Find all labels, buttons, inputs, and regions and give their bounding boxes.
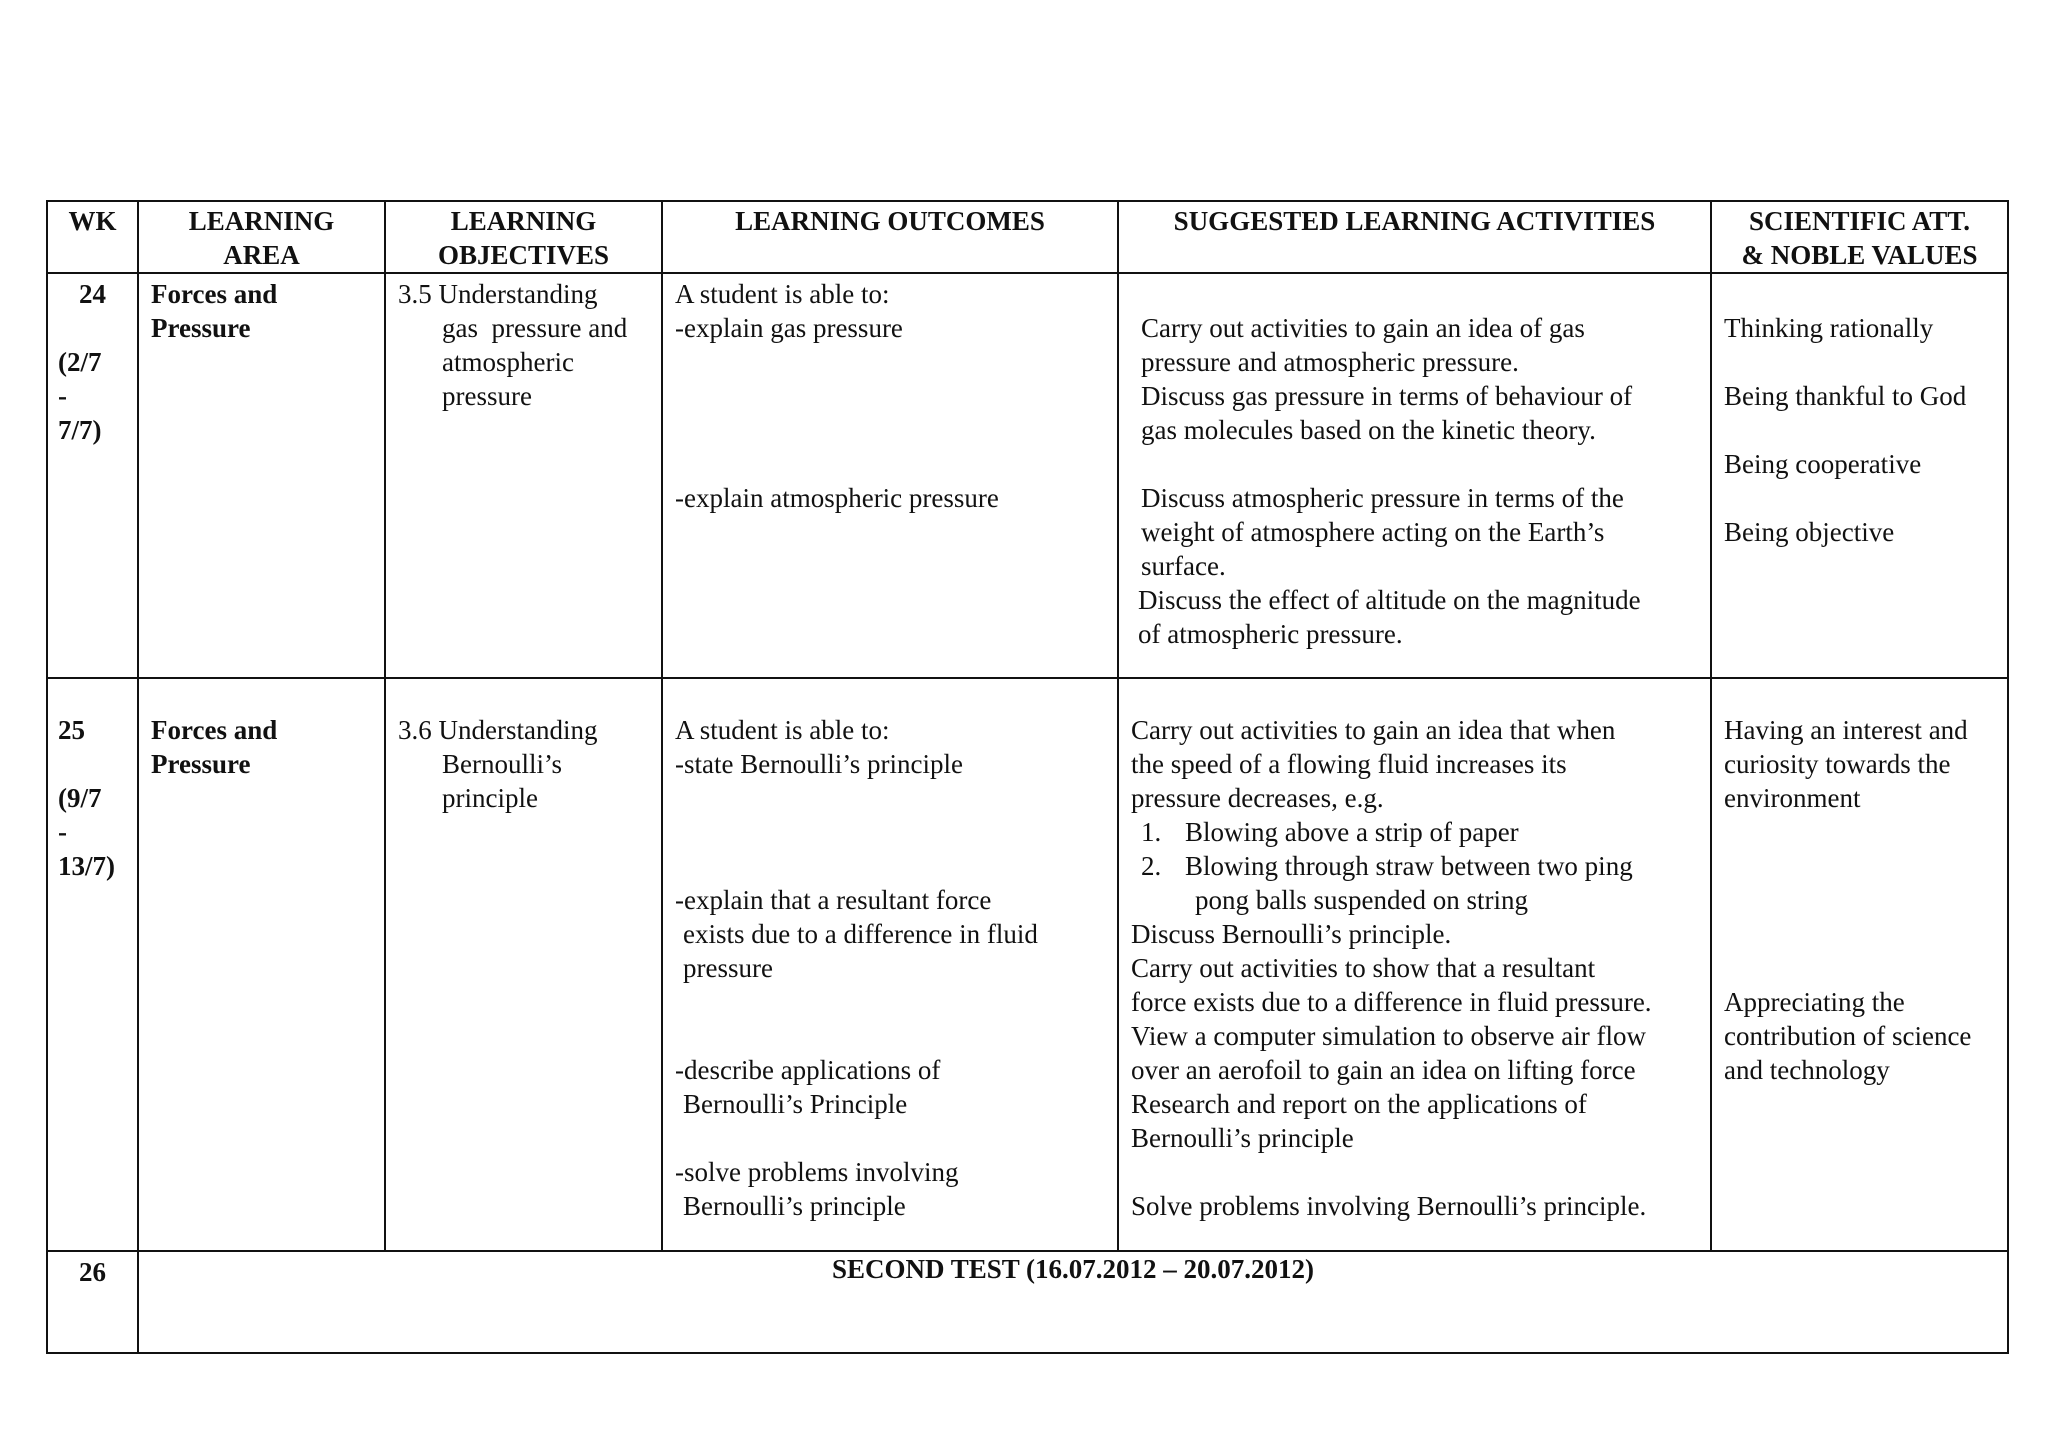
list-item: 1. Blowing above a strip of paper <box>1141 817 1519 847</box>
week-number: 25 <box>58 715 85 745</box>
table-row-week-26 <box>47 1251 2008 1353</box>
header-scientific-values: SCIENTIFIC ATT. & NOBLE VALUES <box>1711 201 2008 273</box>
header-suggested-activities: SUGGESTED LEARNING ACTIVITIES <box>1118 201 1711 273</box>
week-dates-start: (2/7 <box>58 347 102 377</box>
scheme-of-work-table <box>46 200 2009 1354</box>
header-wk: WK <box>47 201 138 273</box>
week-number: 26 <box>79 1257 106 1287</box>
learning-objective-cell: 3.6 Understanding Bernoulli’s principle <box>385 678 662 1251</box>
learning-outcomes-cell: A student is able to: -explain gas pressure -explain atmospheric pressure <box>662 273 1118 678</box>
table-row-week-25 <box>47 678 2008 1251</box>
week-dates-dash: - <box>58 817 67 847</box>
week-cell <box>47 678 138 1251</box>
test-cell <box>138 1251 2008 1353</box>
suggested-activities-cell: Carry out activities to gain an idea of gas pressure and atmospheric pressure. Discuss gas pressure in terms of behaviour of gas molecules based on the kinetic theory. Discuss atmospheric pressure in terms of the weight of atmosphere acting on the Earth’s surface. Discuss the effect of altitude on the magnitude of atmospheric pressure. <box>1118 273 1711 678</box>
week-dates-start: (9/7 <box>58 783 102 813</box>
learning-area-cell: Forces and Pressure <box>138 273 385 678</box>
suggested-activities-cell: Carry out activities to gain an idea that when the speed of a flowing fluid increases its pressure decreases, e.g. 1. Blowing above a strip of paper 2. Blowing through straw between two ping pong balls suspended on string Discuss Bernoulli’s principle. Carry out activities to show that a resultant force exists due to a difference in fluid pressure. View a computer simulation to observe air flow over an aerofoil to gain an idea on lifting force Research and report on the applications of Bernoulli’s principle Solve problems involving Bernoulli’s principle. <box>1118 678 1711 1251</box>
second-test-label: SECOND TEST (16.07.2012 – 20.07.2012) <box>831 1254 1315 1284</box>
header-learning-objectives: LEARNING OBJECTIVES <box>385 201 662 273</box>
header-learning-area: LEARNING AREA <box>138 201 385 273</box>
week-cell <box>47 1251 138 1353</box>
week-dates-dash: - <box>58 381 67 411</box>
week-number: 24 <box>79 279 106 309</box>
learning-objective-cell: 3.5 Understanding gas pressure and atmospheric pressure <box>385 273 662 678</box>
learning-outcomes-cell: A student is able to: -state Bernoulli’s principle -explain that a resultant force exists due to a difference in fluid pressure -describe applications of Bernoulli’s Principle -solve problems involving Bernoulli’s principle <box>662 678 1118 1251</box>
list-item: 2. Blowing through straw between two ping pong balls suspended on string <box>1141 851 1633 915</box>
week-cell <box>47 273 138 678</box>
week-dates-end: 7/7) <box>58 415 102 445</box>
learning-area-cell: Forces and Pressure <box>138 678 385 1251</box>
table-row-week-24 <box>47 273 2008 678</box>
week-dates-end: 13/7) <box>58 851 115 881</box>
header-learning-outcomes: LEARNING OUTCOMES <box>662 201 1118 273</box>
scientific-values-cell: Having an interest and curiosity towards the environment Appreciating the contribution of science and technology <box>1711 678 2008 1251</box>
header-row <box>47 201 2008 273</box>
scientific-values-cell: Thinking rationally Being thankful to God Being cooperative Being objective <box>1711 273 2008 678</box>
